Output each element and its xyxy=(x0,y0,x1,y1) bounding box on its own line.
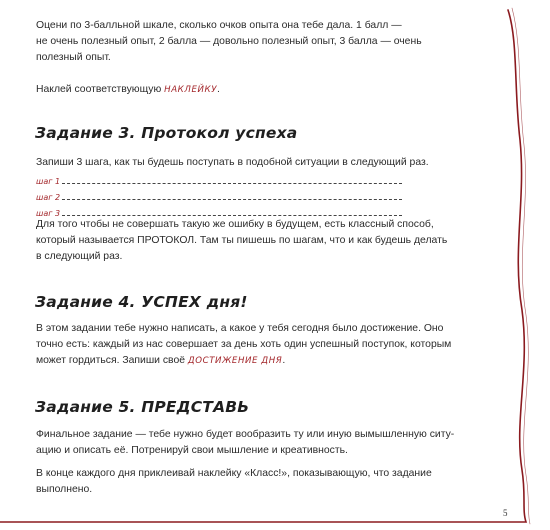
sticker-instruction-end: . xyxy=(217,84,220,95)
intro-line-2: не очень полезный опыт, 2 балла — довольно полезный опыт, 3 балла — очень xyxy=(36,36,422,47)
intro-line-3: полезный опыт. xyxy=(36,52,111,63)
sticker-instruction xyxy=(36,82,476,98)
task5-title: Задание 5. ПРЕДСТАВЬ xyxy=(35,398,250,416)
task3-instruction: Запиши 3 шага, как ты будешь поступать в подобной ситуации в следующий раз. xyxy=(36,157,429,168)
step-2-line[interactable] xyxy=(36,190,416,204)
page-number: 5 xyxy=(503,508,508,518)
task5-line-1: Финальное задание — тебе нужно будет вообразить ту или иную вымышленную ситу- xyxy=(36,429,455,440)
task3-text-line-3: в следующий раз. xyxy=(36,251,123,262)
step-2-label: шаг 2 xyxy=(36,193,61,202)
task5-line-5: выполнено. xyxy=(36,484,93,495)
task5-line-4: В конце каждого дня приклеивай наклейку «Класс!», показывающую, что задание xyxy=(36,468,432,479)
task3-text-line-2: который называется ПРОТОКОЛ. Там ты пишешь по шагам, что и как будешь делать xyxy=(36,235,448,246)
task3-title: Задание 3. Протокол успеха xyxy=(35,124,298,142)
sticker-instruction-text: Наклей соответствующую xyxy=(36,84,162,95)
task3-text-line-1: Для того чтобы не совершать такую же ошибку в будущем, есть классный способ, xyxy=(36,219,434,230)
task4-line-1: В этом задании тебе нужно написать, а какое у тебя сегодня было достижение. Оно xyxy=(36,323,444,334)
intro-line-1: Оцени по 3-балльной шкале, сколько очков опыта она тебе дала. 1 балл — xyxy=(36,20,402,31)
task5-line-2: ацию и описать её. Потренируй свои мышление и креативность. xyxy=(36,445,348,456)
task4-line-3-end: . xyxy=(282,355,286,366)
step-2-blank[interactable] xyxy=(62,190,402,200)
task4-line-3 xyxy=(36,353,476,369)
step-3-label: шаг 3 xyxy=(36,209,61,218)
task4-line-3-text: может гордиться. Запиши своё xyxy=(36,355,186,366)
achievement-highlight: ДОСТИЖЕНИЕ ДНЯ xyxy=(187,356,283,366)
step-1-label: шаг 1 xyxy=(36,177,61,186)
step-3-blank[interactable] xyxy=(62,206,402,216)
task4-title: Задание 4. УСПЕХ дня! xyxy=(35,293,248,311)
step-1-line[interactable] xyxy=(36,174,416,188)
step-1-blank[interactable] xyxy=(62,174,402,184)
task4-line-2: точно есть: каждый из нас совершает за день хоть один успешный поступок, которым xyxy=(36,339,452,350)
sticker-highlight: НАКЛЕЙКУ xyxy=(164,85,218,95)
